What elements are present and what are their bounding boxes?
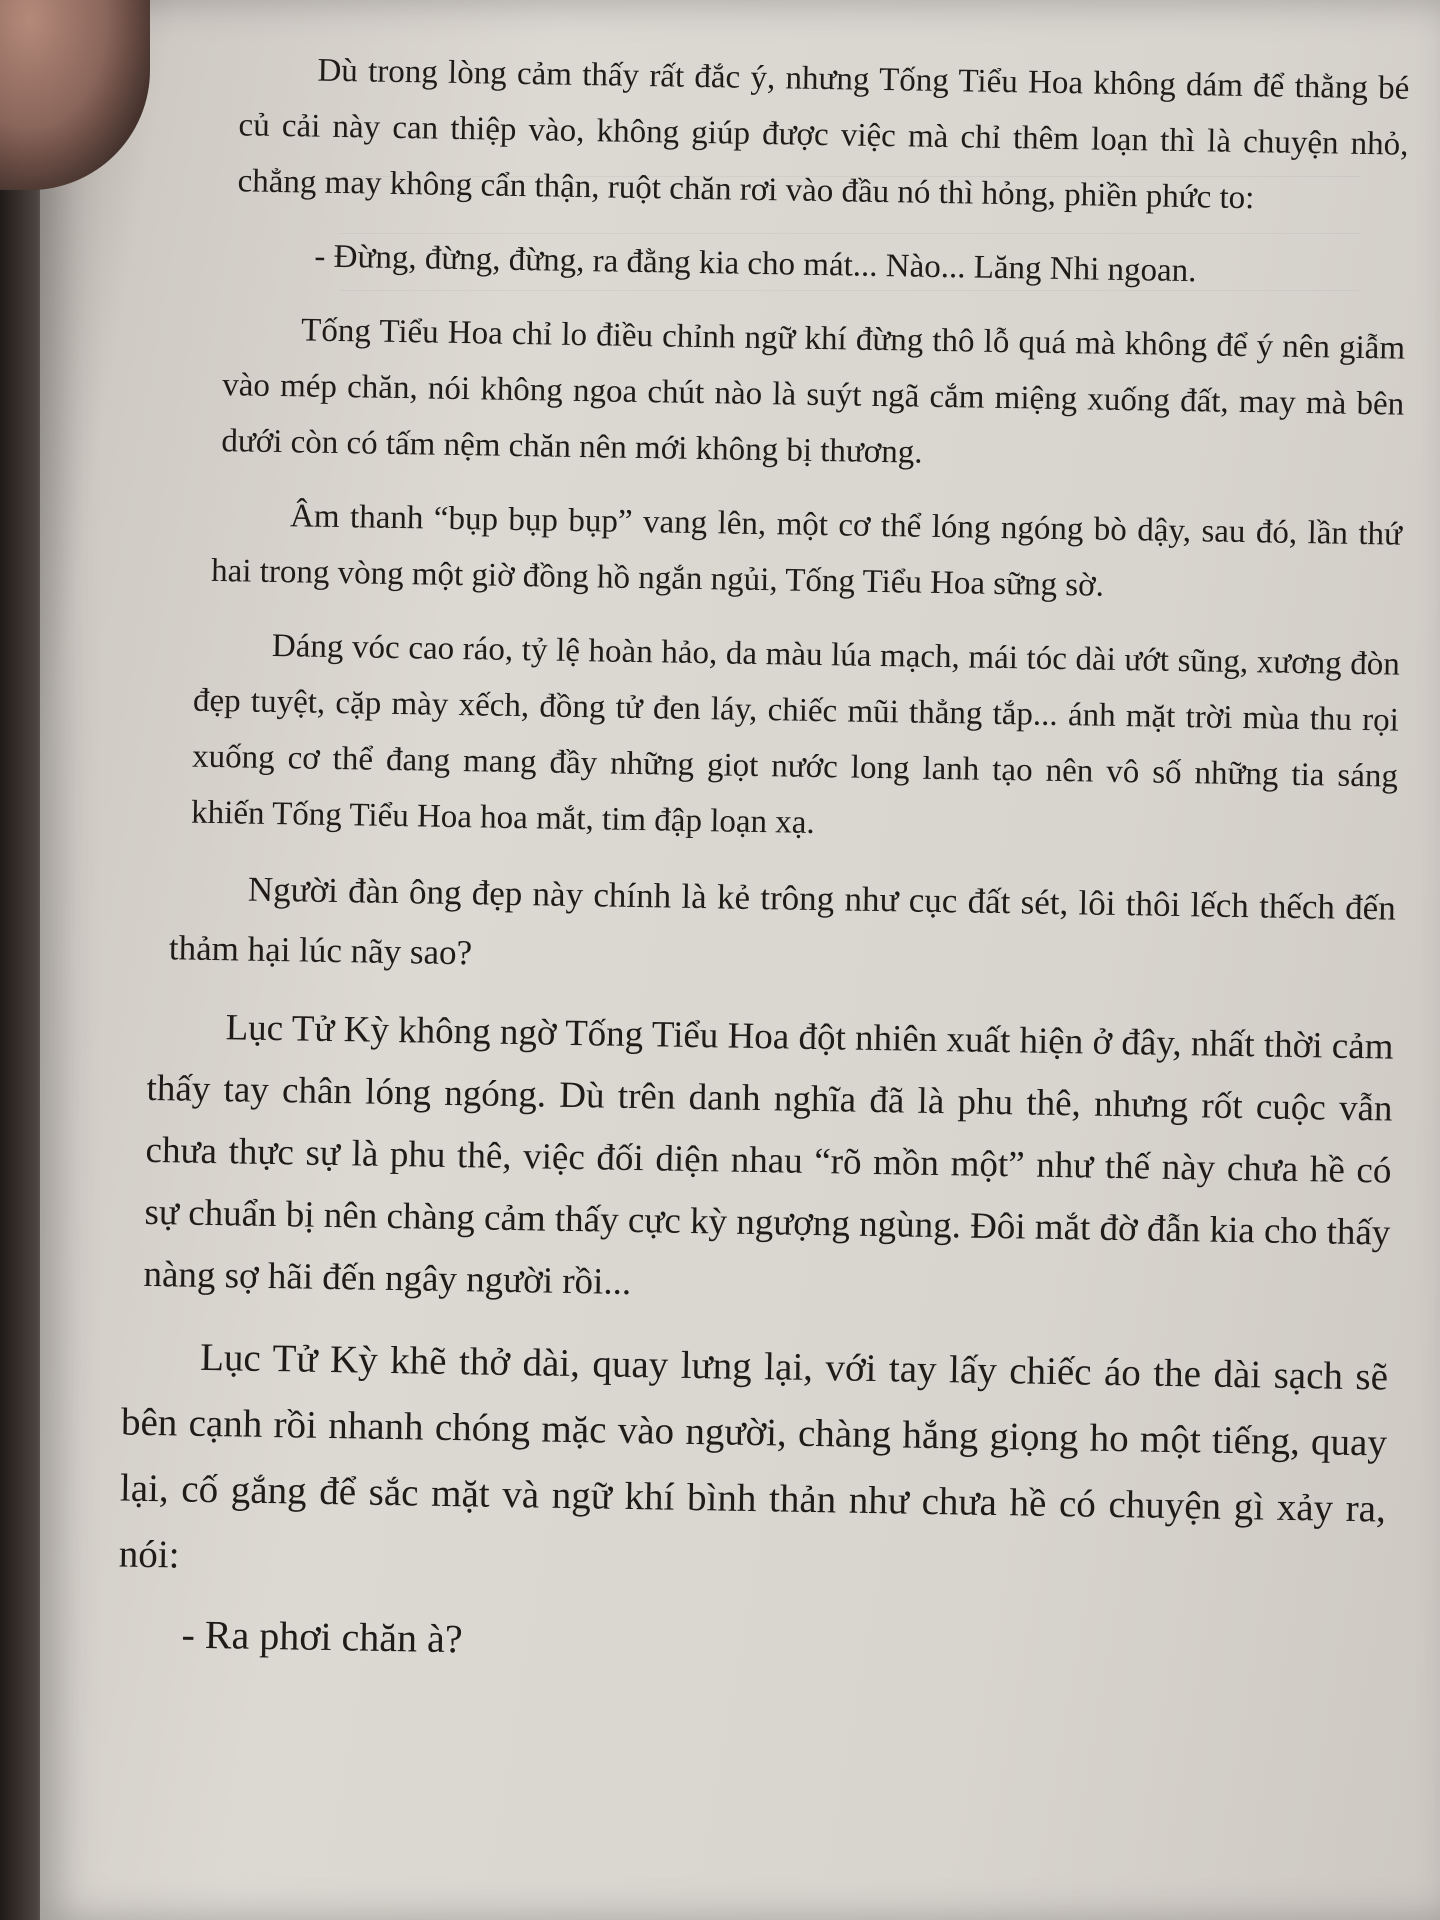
paragraph-4: Dáng vóc cao ráo, tỷ lệ hoàn hảo, da màu lúa mạch, mái tóc dài ướt sũng, xương đòn đẹp tuyệt, cặp mày xếch, đồng tử đen láy, chiếc mũi thẳng tắp... ánh mặt trời mùa thu rọi xuống cơ thể đang mang đầy những giọt nước long lanh tạo nên vô số những tia sáng khiến Tống Tiểu Hoa hoa mắt, tim đập loạn xạ.: [190, 627, 1401, 841]
paragraph-2: Tống Tiểu Hoa chỉ lo điều chỉnh ngữ khí đừng thô lỗ quá mà không để ý nên giẫm vào mép chăn, nói không ngoa chút nào là suýt ngã cắm miệng xuống đất, may mà bên dưới còn có tấm nệm chăn nên mới không bị thương.: [221, 312, 1406, 471]
paragraph-6: Lục Tử Kỳ không ngờ Tống Tiểu Hoa đột nhiên xuất hiện ở đây, nhất thời cảm thấy tay chân lóng ngóng. Dù trên danh nghĩa đã là phu thê, nhưng rốt cuộc vẫn chưa thực sự là phu thê, việc đối diện nhau “rõ mồn một” như thế này chưa hề có sự chuẩn bị nên chàng cảm thấy cực kỳ ngượng ngùng. Đôi mắt đờ đẫn kia cho thấy nàng sợ hãi đến ngây người rồi...: [143, 1007, 1394, 1303]
book-page: [40, 0, 1440, 1920]
paragraph-1: Dù trong lòng cảm thấy rất đắc ý, nhưng Tống Tiểu Hoa không dám để thằng bé củ cải này can thiệp vào, không giúp được việc mà chỉ thêm loạn thì là chuyện nhỏ, chẳng may không cẩn thận, ruột chăn rơi vào đầu nó thì hỏng, phiền phức to:: [237, 52, 1410, 217]
paragraph-7: Lục Tử Kỳ khẽ thở dài, quay lưng lại, với tay lấy chiếc áo the dài sạch sẽ bên cạnh rồi nhanh chóng mặc vào người, chàng hắng giọng ho một tiếng, quay lại, cố gắng để sắc mặt và ngữ khí bình thản như chưa hề có chuyện gì xảy ra, nói:: [118, 1335, 1389, 1577]
dialogue-line-2: - Ra phơi chăn à?: [181, 1611, 463, 1662]
page-text: [118, 40, 1410, 1700]
paragraph-3: Âm thanh “bụp bụp bụp” vang lên, một cơ thể lóng ngóng bò dậy, sau đó, lần thứ hai trong vòng một giờ đồng hồ ngắn ngủi, Tống Tiểu Hoa sững sờ.: [210, 498, 1403, 604]
dialogue-line-1: - Đừng, đừng, đừng, ra đằng kia cho mát... Nào... Lăng Nhi ngoan.: [314, 238, 1197, 290]
paragraph-5: Người đàn ông đẹp này chính là kẻ trông như cục đất sét, lôi thôi lếch thếch đến thảm hại lúc nãy sao?: [168, 869, 1397, 973]
